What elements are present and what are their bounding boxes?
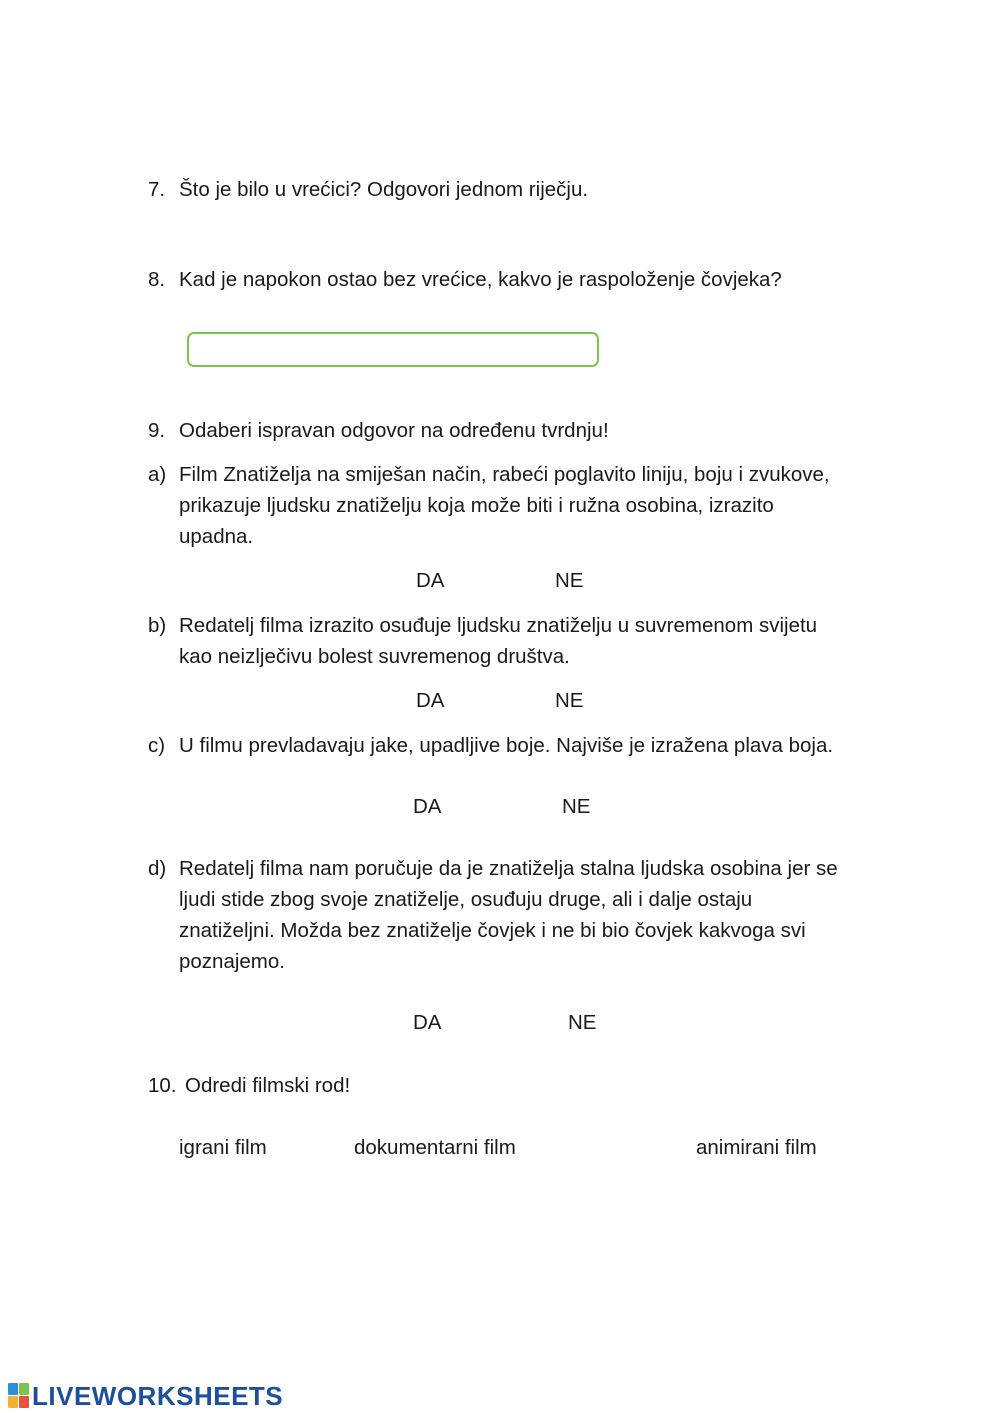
- option-ne-b[interactable]: NE: [555, 689, 584, 712]
- option-dokumentarni-film[interactable]: dokumentarni film: [354, 1136, 516, 1159]
- liveworksheets-logo: [8, 1381, 283, 1411]
- option-ne-a[interactable]: NE: [555, 569, 584, 592]
- item-b-letter: b): [148, 614, 167, 637]
- option-ne-d[interactable]: NE: [568, 1011, 597, 1034]
- question-7-number: 7.: [148, 178, 166, 201]
- question-8-text: Kad je napokon ostao bez vrećice, kakvo je raspoloženje čovjeka?: [179, 268, 782, 291]
- option-da-d[interactable]: DA: [413, 1011, 442, 1034]
- option-animirani-film[interactable]: animirani film: [696, 1136, 817, 1159]
- item-d-letter: d): [148, 857, 167, 880]
- statement-line: Film Znatiželja na smiješan način, rabeći poglavito liniju, boju i zvukove,: [179, 463, 830, 486]
- question-10-number: 10.: [148, 1074, 177, 1097]
- question-10-text: Odredi filmski rod!: [185, 1074, 351, 1097]
- question-9-text: Odaberi ispravan odgovor na određenu tvrdnju!: [179, 419, 609, 442]
- option-ne-c[interactable]: NE: [562, 795, 591, 818]
- answer-input-q8[interactable]: [187, 332, 599, 367]
- logo-text: LIVEWORKSHEETS: [32, 1381, 284, 1411]
- logo-cubes-icon: [8, 1383, 30, 1409]
- statement-line: Redatelj filma nam poručuje da je znatiželja stalna ljudska osobina jer se: [179, 857, 838, 880]
- statement-line: prikazuje ljudsku znatiželju koja može biti i ružna osobina, izrazito: [179, 494, 774, 517]
- statement-line: U filmu prevladavaju jake, upadljive boje. Najviše je izražena plava boja.: [179, 734, 834, 757]
- question-7-text: Što je bilo u vrećici? Odgovori jednom riječju.: [179, 178, 589, 201]
- statement-line: kao neizlječivu bolest suvremenog društva.: [179, 645, 570, 668]
- statement-line: Redatelj filma izrazito osuđuje ljudsku znatiželju u suvremenom svijetu: [179, 614, 818, 637]
- question-9-number: 9.: [148, 419, 166, 442]
- item-b-statement: [179, 610, 817, 672]
- item-a-letter: a): [148, 463, 167, 486]
- option-da-a[interactable]: DA: [416, 569, 445, 592]
- item-d-statement: [179, 853, 838, 977]
- item-c-letter: c): [148, 734, 166, 757]
- option-da-b[interactable]: DA: [416, 689, 445, 712]
- question-8-number: 8.: [148, 268, 166, 291]
- statement-line: ljudi stide zbog svoje znatiželje, osuđuju druge, ali i dalje ostaju: [179, 888, 753, 911]
- item-a-statement: [179, 459, 830, 552]
- option-igrani-film[interactable]: igrani film: [179, 1136, 267, 1159]
- statement-line: upadna.: [179, 525, 254, 548]
- statement-line: znatiželjni. Možda bez znatiželje čovjek i ne bi bio čovjek kakvoga svi: [179, 919, 806, 942]
- item-c-statement: [179, 730, 833, 761]
- statement-line: poznajemo.: [179, 950, 285, 973]
- option-da-c[interactable]: DA: [413, 795, 442, 818]
